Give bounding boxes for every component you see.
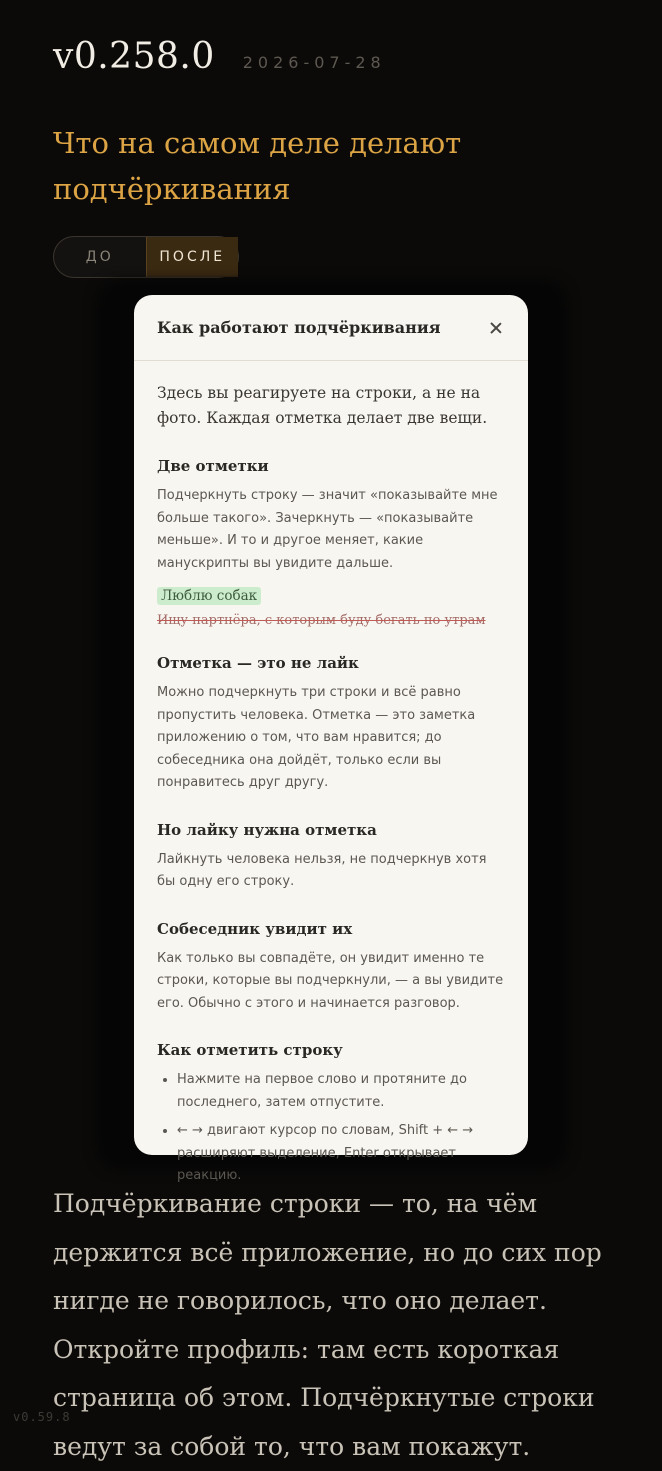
toggle-after-button[interactable]: ПОСЛЕ xyxy=(146,237,239,277)
release-header xyxy=(53,36,386,77)
section-title: Собеседник увидит их xyxy=(157,919,353,938)
step-item: • ← → двигают курсор по словам, Shift + ← → расширяют выделение, Enter открывает реакцию. xyxy=(177,1120,505,1188)
build-version: v0.59.8 xyxy=(13,1410,71,1424)
section-text: Подчеркнуть строку — значит «показывайте мне больше такого». Зачеркнуть — «показывайте меньше». И то и другое меняет, какие манускрипты вы увидите дальше. xyxy=(157,488,498,571)
section-text: Лайкнуть человека нельзя, не подчеркнув хотя бы одну его строку. xyxy=(157,851,487,889)
modal-header xyxy=(134,295,528,361)
steps-list xyxy=(157,1069,505,1188)
section-two-marks xyxy=(157,457,505,628)
close-icon[interactable] xyxy=(487,319,505,337)
modal-intro: Здесь вы реагируете на строки, а не на фото. Каждая отметка делает две вещи. xyxy=(157,384,488,427)
section-title: Отметка — это не лайк xyxy=(157,654,359,672)
section-like-needs-mark xyxy=(157,821,505,894)
modal-body xyxy=(134,361,528,1188)
section-text: Можно подчеркнуть три строки и всё равно пропустить человека. Отметка — это заметка приложению о том, что вам нравится; до собеседника она дойдёт, только если вы понравитесь друг другу. xyxy=(157,685,476,790)
toggle-before-button[interactable]: ДО xyxy=(85,249,114,265)
section-title: Две отметки xyxy=(157,457,269,475)
modal-title: Как работают подчёркивания xyxy=(157,318,441,337)
release-date: 2026-07-28 xyxy=(242,53,386,72)
release-version: v0.258.0 xyxy=(53,36,215,77)
highlights-help-modal xyxy=(134,295,528,1183)
release-body-text: Подчёркивание строки — то, на чём держится всё приложение, но до сих пор нигде не говорилось, что оно делает. Откройте профиль: там есть короткая страница об этом. Подчёркнутые строки ведут за собой то, что вам покажут. xyxy=(53,1189,602,1461)
section-title: Но лайку нужна отметка xyxy=(157,820,377,839)
section-match-sees-them xyxy=(157,920,505,1016)
example-underlined-line: Люблю собак xyxy=(157,587,261,605)
release-headline: Что на самом деле делают подчёркивания xyxy=(53,126,462,206)
section-title: Как отметить строку xyxy=(157,1041,343,1059)
section-not-a-like xyxy=(157,654,505,795)
section-text: Как только вы совпадёте, он увидит именно те строки, которые вы подчеркнули, — а вы увидите его. Обычно с этого и начинается разговор. xyxy=(157,950,504,1011)
step-item: • Нажмите на первое слово и протяните до последнего, затем отпустите. xyxy=(177,1069,505,1114)
before-after-toggle xyxy=(53,236,239,278)
section-how-to-mark xyxy=(157,1041,505,1188)
example-struck-line: Ищу партнёра, с которым буду бегать по утрам xyxy=(157,613,486,628)
